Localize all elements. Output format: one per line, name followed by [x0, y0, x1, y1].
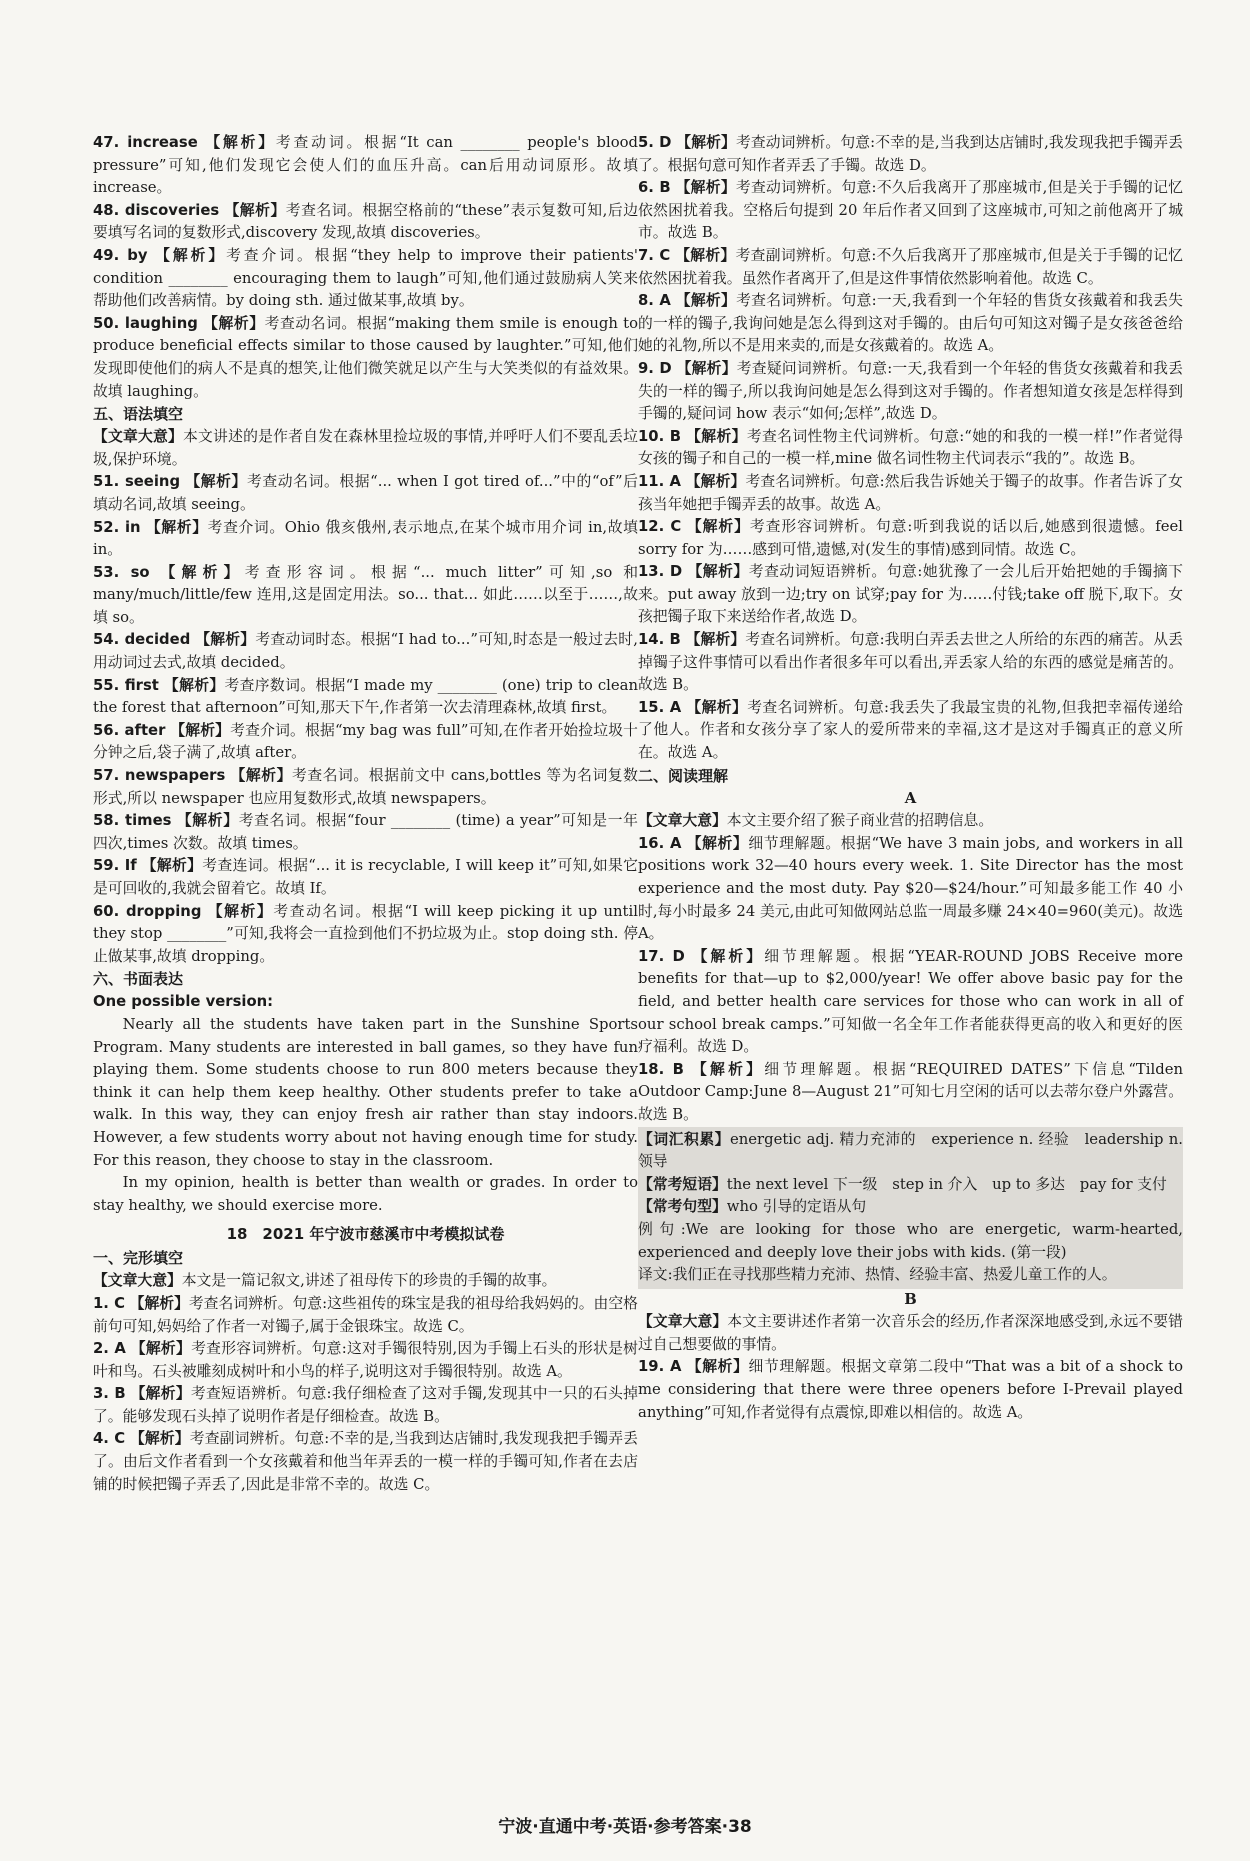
answer-item: 14. B 【解析】考查名词辨析。句意:我明白弄丢去世之人所给的东西的痛苦。从丢掉镯子这件事情可以看出作者很多年可以看出,弄丢家人给的东西的感觉是痛苦的。故选 B。	[638, 631, 1183, 694]
answer-item: 11. A 【解析】考查名词辨析。句意:然后我告诉她关于镯子的故事。作者告诉了女孩当年她把手镯弄丢的故事。故选 A。	[638, 472, 1183, 513]
example-line: 例句:We are looking for those who are energetic, warm-hearted, experienced and deeply love their jobs with kids. (第一段)	[638, 1220, 1183, 1261]
answer-item: 4. C 【解析】考查副词辨析。句意:不幸的是,当我到达店铺时,我发现我把手镯弄丢了。由后文作者看到一个女孩戴着和他当年弄丢的一模一样的手镯可知,作者在去店铺的时候把镯子弄丢了,因此是非常不幸的。故选 C。	[93, 1430, 638, 1493]
answer-item: 59. If 【解析】考查连词。根据“... it is recyclable, I will keep it”可知,如果它是可回收的,我就会留着它。故填 If。	[93, 857, 638, 897]
answer-item: 58. times 【解析】考查名词。根据“four ________ (time) a year”可知是一年四次,times 次数。故填 times。	[93, 812, 638, 852]
answer-item: 57. newspapers 【解析】考查名词。根据前文中 cans,bottles 等为名词复数形式,所以 newspaper 也应用复数形式,故填 newspapers。	[93, 767, 638, 807]
answer-item: 16. A 【解析】细节理解题。根据“We have 3 main jobs, and workers in all positions work 32—40 hours every week. 1. Site Director has the most experience and the most duty. Pay $20—$24/hour.”可知最多能工作 40 小时,每小时最多 24 美元,由此可知做网站总监一周最多赚 24×40=960(美元)。故选 A。	[638, 834, 1183, 943]
answer-item: 5. D 【解析】考查动词辨析。句意:不幸的是,当我到达店铺时,我发现我把手镯弄丢了。根据句意可知作者弄丢了手镯。故选 D。	[638, 134, 1183, 174]
answer-item: 56. after 【解析】考查介词。根据“my bag was full”可知,在作者开始捡垃圾十分钟之后,袋子满了,故填 after。	[93, 721, 638, 762]
answer-item: 7. C 【解析】考查副词辨析。句意:不久后我离开了那座城市,但是关于手镯的记忆依然困扰着我。虽然作者离开了,但是这件事情依然影响着他。故选 C。	[638, 246, 1183, 287]
answers-5-15	[638, 132, 1183, 765]
section-heading: 五、语法填空	[93, 405, 184, 424]
part-label: A	[904, 789, 917, 807]
answer-item: 47. increase 【解析】考查动词。根据“It can ________ people's blood pressure”可知,他们发现它会使人们的血压升高。can后用动词原形。故填 increase。	[93, 134, 638, 197]
article-summary: 【文章大意】本文讲述的是作者自发在森林里捡垃圾的事情,并呼吁人们不要乱丢垃圾,保护环境。	[93, 428, 638, 468]
answers-1-4	[93, 1293, 638, 1496]
answer-item: 8. A 【解析】考查名词辨析。句意:一天,我看到一个年轻的售货女孩戴着和我丢失的一样的镯子,我询问她是怎么得到这对手镯的。由后句可知这对镯子是女孩爸爸给她的礼物,所以不是用来卖的,而是女孩戴着的。故选 A。	[638, 292, 1183, 355]
right-column	[638, 132, 1183, 1424]
essay-paragraph: In my opinion, health is better than wealth or grades. In order to stay healthy, we should exercise more.	[93, 1174, 638, 1214]
article-summary: 【文章大意】本文主要介绍了猴子商业营的招聘信息。	[638, 812, 994, 830]
essay-paragraph: Nearly all the students have taken part in the Sunshine Sports Program. Many students are interested in ball games, so they have fun playing them. Some students choose to run 800 meters because they think it can help them keep healthy. Other students prefer to take a walk. In this way, they can enjoy fresh air rather than stay indoors. However, a few students worry about not having enough time for study. For this reason, they choose to stay in the classroom.	[93, 1015, 638, 1169]
article-summary: 【文章大意】本文主要讲述作者第一次音乐会的经历,作者深深地感受到,永远不要错过自己想要做的事情。	[638, 1313, 1183, 1353]
answer-item: 12. C 【解析】考查形容词辨析。句意:听到我说的话以后,她感到很遗憾。feel sorry for 为……感到可惜,遗憾,对(发生的事情)感到同情。故选 C。	[638, 518, 1183, 558]
pattern-line: 【常考句型】who 引导的定语从句	[638, 1198, 867, 1216]
part-label: B	[904, 1290, 917, 1308]
answer-item: 54. decided 【解析】考查动词时态。根据“I had to...”可知,时态是一般过去时,用动词过去式,故填 decided。	[93, 631, 638, 672]
left-column	[93, 132, 638, 1496]
answers-47-50	[93, 132, 638, 403]
answer-item: 10. B 【解析】考查名词性物主代词辨析。句意:“她的和我的一模一样!”作者觉得女孩的镯子和自己的一模一样,mine 做名词性物主代词表示“我的”。故选 B。	[638, 427, 1183, 468]
article-summary: 【文章大意】本文是一篇记叙文,讲述了祖母传下的珍贵的手镯的故事。	[93, 1272, 557, 1290]
phrase-line: 【常考短语】the next level 下一级 step in 介入 up to 多达 pay for 支付	[638, 1175, 1167, 1193]
page-footer: 宁波·直通中考·英语·参考答案·38	[498, 1817, 752, 1837]
answer-item: 53. so 【解析】考查形容词。根据“... much litter”可知,so 和 many/much/little/few 连用,这是固定用法。so... that... 如此……以至于……,故填 so。	[93, 563, 638, 626]
translation-line: 译文:我们正在寻找那些精力充沛、热情、经验丰富、热爱儿童工作的人。	[638, 1266, 1117, 1284]
exam-title: 18 2021 年宁波市慈溪市中考模拟试卷	[226, 1225, 505, 1244]
answer-item: 50. laughing 【解析】考查动名词。根据“making them smile is enough to produce beneficial effects similar to those caused by laughter.”可知,他们发现即使他们的病人不是真的想笑,让他们微笑就足以产生与大笑类似的有益效果。故填 laughing。	[93, 314, 639, 400]
answer-item: 19. A 【解析】细节理解题。根据文章第二段中“That was a bit of a shock to me considering that there were three openers before I-Prevail played anything”可知,作者觉得有点震惊,即难以相信的。故选 A。	[638, 1358, 1183, 1421]
answer-item: 9. D 【解析】考查疑问词辨析。句意:一天,我看到一个年轻的售货女孩戴着和我丢失的一样的镯子,所以我询问她是怎么得到这对手镯的。作者想知道女孩是怎样得到手镯的,疑问词 how 表示“如何;怎样”,故选 D。	[638, 359, 1183, 423]
version-label: One possible version:	[93, 993, 274, 1011]
answer-item: 13. D 【解析】考查动词短语辨析。句意:她犹豫了一会儿后开始把她的手镯摘下来。put away 放到一边;try on 试穿;pay for 为……付钱;take off 脱下,取下。女孩把镯子取下来送给作者,故选 D。	[638, 563, 1183, 626]
answer-item: 2. A 【解析】考查形容词辨析。句意:这对手镯很特别,因为手镯上石头的形状是树叶和鸟。石头被雕刻成树叶和小鸟的样子,说明这对手镯很特别。故选 A。	[93, 1340, 638, 1380]
answer-item: 18. B 【解析】细节理解题。根据“REQUIRED DATES”下信息“Tilden Outdoor Camp:June 8—August 21”可知七月空闲的话可以去蒂尔登户外露营。故选 B。	[638, 1060, 1183, 1123]
answer-item: 6. B 【解析】考查动词辨析。句意:不久后我离开了那座城市,但是关于手镯的记忆依然困扰着我。空格后句提到 20 年后作者又回到了这座城市,可知之前他离开了城市。故选 B。	[638, 179, 1183, 242]
answer-item: 15. A 【解析】考查名词辨析。句意:我丢失了我最宝贵的礼物,但我把幸福传递给了他人。作者和女孩分享了家人的爱所带来的幸福,这才是这对手镯真正的意义所在。故选 A。	[638, 698, 1183, 762]
answers-16-18	[638, 833, 1183, 1127]
answers-51-60	[93, 471, 638, 968]
answers-19	[638, 1356, 1183, 1424]
answer-item: 3. B 【解析】考查短语辨析。句意:我仔细检查了这对手镯,发现其中一只的石头掉了。能够发现石头掉了说明作者是仔细检查。故选 B。	[93, 1385, 638, 1425]
section-heading: 一、完形填空	[93, 1249, 184, 1268]
answer-item: 17. D 【解析】细节理解题。根据“YEAR-ROUND JOBS Receive more benefits for that—up to $2,000/year! We offer above basic pay for the field, and better health care services for those who can work in all of our school break camps.”可知做一名全年工作者能获得更高的收入和更好的医疗福利。故选 D。	[638, 947, 1183, 1056]
answer-item: 51. seeing 【解析】考查动名词。根据“... when I got tired of...”中的“of”后填动名词,故填 seeing。	[93, 473, 638, 513]
answer-item: 60. dropping 【解析】考查动名词。根据“I will keep picking it up until they stop ________”可知,我将会一直捡到他们不扔垃圾为止。stop doing sth. 停止做某事,故填 dropping。	[93, 902, 638, 965]
vocabulary-box	[638, 1127, 1183, 1289]
section-heading: 二、阅读理解	[638, 766, 729, 785]
answer-item: 55. first 【解析】考查序数词。根据“I made my ________ (one) trip to clean the forest that afternoon”可知,那天下午,作者第一次去清理森林,故填 first。	[93, 676, 638, 717]
answer-item: 1. C 【解析】考查名词辨析。句意:这些祖传的珠宝是我的祖母给我妈妈的。由空格前句可知,妈妈给了作者一对镯子,属于金银珠宝。故选 C。	[93, 1294, 638, 1335]
section-heading: 六、书面表达	[93, 970, 184, 989]
answer-item: 52. in 【解析】考查介词。Ohio 俄亥俄州,表示地点,在某个城市用介词 in,故填 in。	[93, 518, 638, 559]
answer-item: 49. by 【解析】考查介词。根据“they help to improve their patients' condition ________ encouraging them to laugh”可知,他们通过鼓励病人笑来帮助他们改善病情。by doing sth. 通过做某事,故填 by。	[93, 246, 638, 310]
vocab-line: 【词汇积累】energetic adj. 精力充沛的 experience n. 经验 leadership n. 领导	[638, 1130, 1183, 1171]
answer-item: 48. discoveries 【解析】考查名词。根据空格前的“these”表示复数可知,后边要填写名词的复数形式,discovery 发现,故填 discoveries。	[93, 201, 638, 242]
